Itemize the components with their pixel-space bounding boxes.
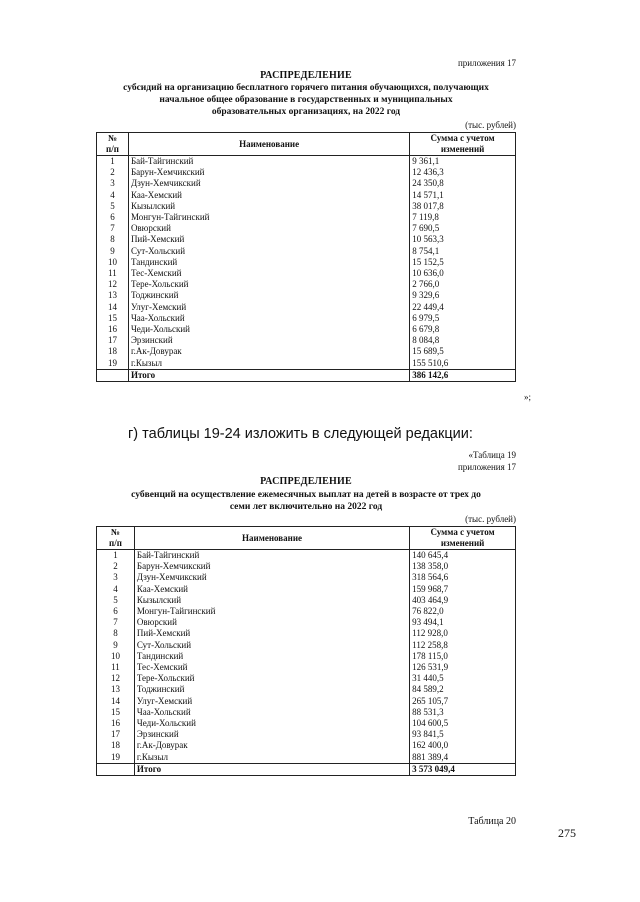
total-label: Итого [128, 369, 409, 381]
row-name: Кызылский [134, 595, 409, 606]
table-row [97, 718, 516, 729]
total-sum: 386 142,6 [410, 369, 516, 381]
total-num-cell [97, 369, 129, 381]
row-name: Дзун-Хемчикский [134, 572, 409, 583]
table-row [97, 707, 516, 718]
table19-title: РАСПРЕДЕЛЕНИЕ [260, 476, 352, 487]
table18-title: РАСПРЕДЕЛЕНИЕ [260, 70, 352, 81]
table18-header-row [97, 133, 516, 156]
row-number: 14 [97, 696, 135, 707]
row-number: 10 [97, 257, 129, 268]
row-number: 10 [97, 651, 135, 662]
table-row [97, 640, 516, 651]
row-sum: 15 689,5 [410, 346, 516, 357]
row-sum: 140 645,4 [410, 550, 516, 562]
row-number: 8 [97, 628, 135, 639]
row-sum: 155 510,6 [410, 358, 516, 370]
col-num-header [97, 133, 129, 156]
row-number: 8 [97, 234, 129, 245]
table-row [97, 584, 516, 595]
row-sum: 10 563,3 [410, 234, 516, 245]
next-table-label: Таблица 20 [468, 816, 516, 827]
total-row [97, 369, 516, 381]
row-sum: 14 571,1 [410, 190, 516, 201]
table-row [97, 212, 516, 223]
table19-body [97, 550, 516, 776]
row-name: Бай-Тайгинский [134, 550, 409, 562]
row-sum: 38 017,8 [410, 201, 516, 212]
row-number: 16 [97, 324, 129, 335]
row-sum: 9 329,6 [410, 290, 516, 301]
row-number: 5 [97, 201, 129, 212]
table18-subtitle-line: субсидий на организацию бесплатного горячего питания обучающихся, получающих [123, 83, 489, 93]
row-name: Бай-Тайгинский [128, 156, 409, 168]
page-number: 275 [558, 826, 576, 840]
row-sum: 9 361,1 [410, 156, 516, 168]
row-name: Монгун-Тайгинский [134, 606, 409, 617]
col-num-header-line: п/п [109, 538, 122, 548]
row-name: Чеди-Хольский [134, 718, 409, 729]
row-sum: 112 258,8 [410, 640, 516, 651]
table18-body [97, 156, 516, 382]
table-row [97, 313, 516, 324]
row-number: 12 [97, 279, 129, 290]
table19 [96, 526, 516, 776]
row-name: Барун-Хемчикский [134, 561, 409, 572]
table-row [97, 324, 516, 335]
table-row [97, 156, 516, 168]
row-name: Тес-Хемский [128, 268, 409, 279]
col-sum-header-line: изменений [440, 538, 485, 548]
table19-subtitle-line: семи лет включительно на 2022 год [229, 502, 383, 512]
row-name: г.Ак-Довурак [128, 346, 409, 357]
row-number: 17 [97, 729, 135, 740]
row-sum: 318 564,6 [410, 572, 516, 583]
row-sum: 88 531,3 [410, 707, 516, 718]
table19-units: (тыс. рублей) [465, 514, 516, 524]
table-row [97, 729, 516, 740]
row-name: Барун-Хемчикский [128, 167, 409, 178]
row-sum: 31 440,5 [410, 673, 516, 684]
table-row [97, 335, 516, 346]
closing-quote: »; [524, 392, 532, 402]
row-sum: 881 389,4 [410, 752, 516, 764]
row-number: 4 [97, 584, 135, 595]
row-number: 7 [97, 223, 129, 234]
total-row [97, 763, 516, 775]
row-name: Пий-Хемский [134, 628, 409, 639]
table-row [97, 752, 516, 764]
row-number: 3 [97, 572, 135, 583]
table-row [97, 201, 516, 212]
col-num-header [97, 527, 135, 550]
row-number: 15 [97, 707, 135, 718]
table-row [97, 740, 516, 751]
table-row [97, 257, 516, 268]
row-sum: 178 115,0 [410, 651, 516, 662]
table-row [97, 696, 516, 707]
row-number: 18 [97, 740, 135, 751]
table-row [97, 628, 516, 639]
row-sum: 84 589,2 [410, 684, 516, 695]
row-number: 2 [97, 167, 129, 178]
row-number: 4 [97, 190, 129, 201]
row-name: Каа-Хемский [128, 190, 409, 201]
table19-subtitle-line: субвенций на осуществление ежемесячных выплат на детей в возрасте от трех до [131, 490, 481, 500]
instruction-text: г) таблицы 19-24 изложить в следующей редакции: [128, 426, 473, 442]
row-name: Тес-Хемский [134, 662, 409, 673]
table-row [97, 572, 516, 583]
row-sum: 104 600,5 [410, 718, 516, 729]
row-sum: 112 928,0 [410, 628, 516, 639]
table18 [96, 132, 516, 382]
row-number: 11 [97, 662, 135, 673]
row-name: Чеди-Хольский [128, 324, 409, 335]
table-row [97, 178, 516, 189]
row-name: Тандинский [134, 651, 409, 662]
row-sum: 2 766,0 [410, 279, 516, 290]
row-name: Монгун-Тайгинский [128, 212, 409, 223]
row-sum: 10 636,0 [410, 268, 516, 279]
total-num-cell [97, 763, 135, 775]
total-sum: 3 573 049,4 [410, 763, 516, 775]
row-number: 19 [97, 752, 135, 764]
row-sum: 162 400,0 [410, 740, 516, 751]
row-name: Тоджинский [134, 684, 409, 695]
row-number: 1 [97, 550, 135, 562]
row-name: Дзун-Хемчикский [128, 178, 409, 189]
row-number: 14 [97, 302, 129, 313]
col-sum-header-line: изменений [440, 144, 485, 154]
row-sum: 22 449,4 [410, 302, 516, 313]
appendix-label-bottom: приложения 17 [457, 462, 516, 472]
row-sum: 76 822,0 [410, 606, 516, 617]
row-number: 11 [97, 268, 129, 279]
row-sum: 403 464,9 [410, 595, 516, 606]
row-sum: 6 679,8 [410, 324, 516, 335]
row-number: 12 [97, 673, 135, 684]
table-row [97, 617, 516, 628]
row-number: 9 [97, 246, 129, 257]
row-name: Тандинский [128, 257, 409, 268]
row-name: Эрзинский [134, 729, 409, 740]
table-row [97, 302, 516, 313]
table-row [97, 167, 516, 178]
table-row [97, 268, 516, 279]
row-name: Эрзинский [128, 335, 409, 346]
table-row [97, 673, 516, 684]
row-sum: 24 350,8 [410, 178, 516, 189]
row-name: г.Ак-Довурак [134, 740, 409, 751]
row-name: Каа-Хемский [134, 584, 409, 595]
table-row [97, 223, 516, 234]
row-number: 15 [97, 313, 129, 324]
total-label: Итого [134, 763, 409, 775]
table18-subtitle [76, 82, 536, 118]
table-row [97, 190, 516, 201]
col-num-header-line: п/п [106, 144, 119, 154]
row-name: Улуг-Хемский [128, 302, 409, 313]
row-sum: 93 494,1 [410, 617, 516, 628]
row-number: 5 [97, 595, 135, 606]
table19-header-row [97, 527, 516, 550]
row-name: Тере-Хольский [128, 279, 409, 290]
table-row [97, 561, 516, 572]
col-sum-header-line: Сумма с учетом [430, 133, 495, 143]
row-name: Тоджинский [128, 290, 409, 301]
col-num-header-line: № [107, 133, 117, 143]
table-row [97, 234, 516, 245]
appendix-label-top: приложения 17 [457, 58, 516, 68]
row-name: Тере-Хольский [134, 673, 409, 684]
row-name: г.Кызыл [128, 358, 409, 370]
row-number: 6 [97, 606, 135, 617]
row-number: 19 [97, 358, 129, 370]
row-name: Овюрский [134, 617, 409, 628]
table-row [97, 290, 516, 301]
table-row [97, 279, 516, 290]
col-name-header: Наименование [128, 133, 409, 156]
table-row [97, 651, 516, 662]
row-sum: 6 979,5 [410, 313, 516, 324]
row-name: Пий-Хемский [128, 234, 409, 245]
row-name: Чаа-Хольский [134, 707, 409, 718]
table18-units: (тыс. рублей) [465, 120, 516, 130]
row-name: Сут-Хольский [134, 640, 409, 651]
table18-subtitle-line: образовательных организациях, на 2022 год [211, 107, 401, 117]
row-number: 7 [97, 617, 135, 628]
row-name: Кызылский [128, 201, 409, 212]
table18-subtitle-line: начальное общее образование в государственных и муниципальных [159, 95, 453, 105]
row-name: Чаа-Хольский [128, 313, 409, 324]
col-sum-header [410, 527, 516, 550]
table-row [97, 595, 516, 606]
table-row [97, 246, 516, 257]
row-sum: 126 531,9 [410, 662, 516, 673]
row-name: Овюрский [128, 223, 409, 234]
row-name: Сут-Хольский [128, 246, 409, 257]
row-sum: 93 841,5 [410, 729, 516, 740]
col-sum-header-line: Сумма с учетом [430, 527, 495, 537]
row-sum: 265 105,7 [410, 696, 516, 707]
row-number: 6 [97, 212, 129, 223]
row-sum: 15 152,5 [410, 257, 516, 268]
row-number: 9 [97, 640, 135, 651]
row-sum: 159 968,7 [410, 584, 516, 595]
table19-label: «Таблица 19 [468, 450, 516, 460]
row-sum: 138 358,0 [410, 561, 516, 572]
row-name: г.Кызыл [134, 752, 409, 764]
row-number: 3 [97, 178, 129, 189]
table-row [97, 358, 516, 370]
row-sum: 8 754,1 [410, 246, 516, 257]
table-row [97, 606, 516, 617]
col-sum-header [410, 133, 516, 156]
col-name-header: Наименование [134, 527, 409, 550]
row-sum: 7 119,8 [410, 212, 516, 223]
row-sum: 8 084,8 [410, 335, 516, 346]
row-name: Улуг-Хемский [134, 696, 409, 707]
row-sum: 7 690,5 [410, 223, 516, 234]
row-sum: 12 436,3 [410, 167, 516, 178]
table-row [97, 346, 516, 357]
table19-subtitle [76, 489, 536, 513]
row-number: 1 [97, 156, 129, 168]
row-number: 13 [97, 684, 135, 695]
row-number: 18 [97, 346, 129, 357]
row-number: 13 [97, 290, 129, 301]
table-row [97, 550, 516, 562]
row-number: 2 [97, 561, 135, 572]
table-row [97, 684, 516, 695]
row-number: 16 [97, 718, 135, 729]
row-number: 17 [97, 335, 129, 346]
table-row [97, 662, 516, 673]
col-num-header-line: № [110, 527, 120, 537]
